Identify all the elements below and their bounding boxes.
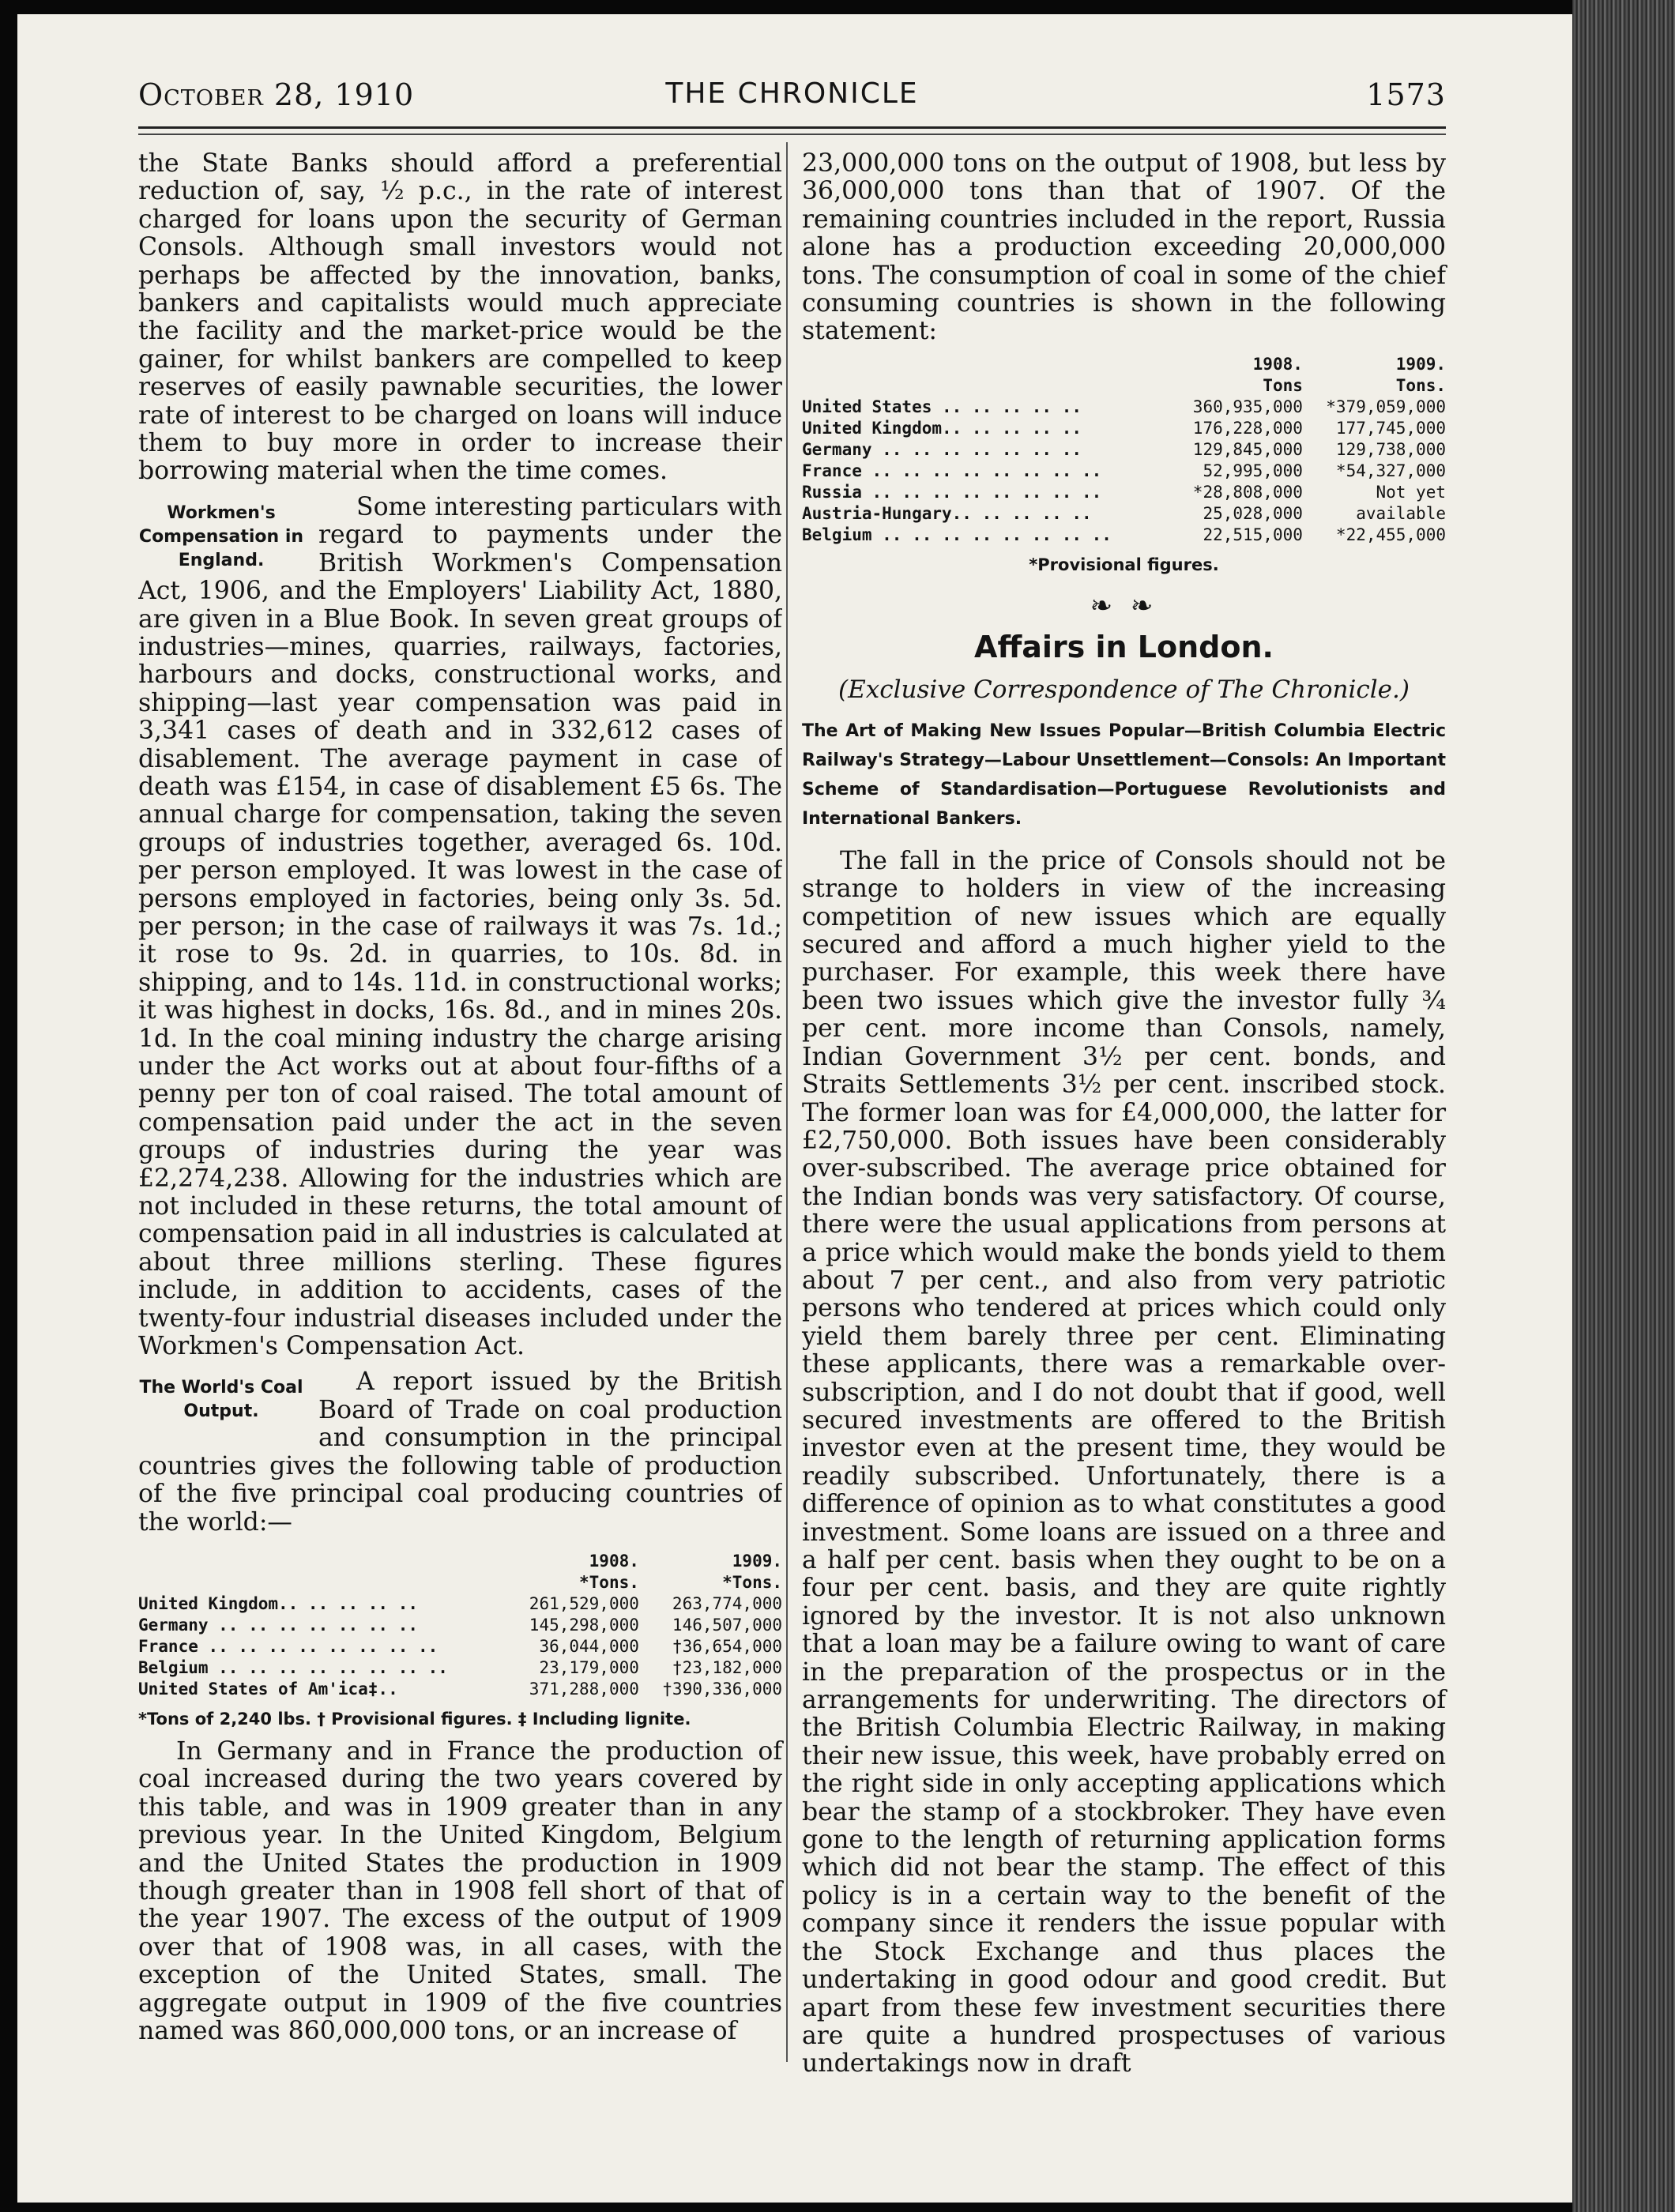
book-edge	[1572, 0, 1675, 2212]
production-table	[138, 1551, 782, 1700]
table-row: United Kingdom.. .. .. .. .. 176,228,000 177,745,000	[802, 418, 1446, 438]
table-row: United Kingdom.. .. .. .. .. 261,529,000 263,774,000	[138, 1593, 782, 1613]
production-table-footnote: *Tons of 2,240 lbs. † Provisional figures. ‡ Including lignite.	[138, 1709, 691, 1729]
column-divider	[786, 142, 788, 2062]
table-row: France .. .. .. .. .. .. .. .. 36,044,000 †36,654,000	[138, 1636, 782, 1656]
consumption-table	[802, 354, 1446, 546]
fleuron-ornament-icon: ❧ ❧	[1090, 589, 1158, 622]
table-row: Russia .. .. .. .. .. .. .. .. *28,808,000 Not yet	[802, 482, 1446, 502]
consumption-table-subheader: Tons Tons.	[1263, 375, 1446, 395]
table-row: Belgium .. .. .. .. .. .. .. .. 22,515,000 *22,455,000	[802, 525, 1446, 544]
coal-section	[138, 1368, 782, 1544]
article-title: Affairs in London.	[974, 629, 1274, 664]
article-byline: (Exclusive Correspondence of The Chronicle.)	[838, 675, 1410, 704]
table-row: United States of Am'ica‡.. 371,288,000 †390,336,000	[138, 1679, 782, 1698]
production-table-subheader: *Tons. *Tons.	[579, 1572, 782, 1592]
continuation-paragraph: 23,000,000 tons on the output of 1908, but less by 36,000,000 tons than that of 1907. Of the remaining countries included in the report, Russia alone has a production exceeding 20,000,000 tons. The consumption of coal in some of the chief consuming countries is shown in the following statement:	[802, 149, 1446, 346]
left-column	[138, 150, 782, 2070]
article-body: The fall in the price of Consols should not be strange to holders in view of the increasing competition of new issues which are equally secured and afford a much higher yield to the purchaser. For example, this week there have been two issues which give the investor fully ¾ per cent. more income than Consols, namely, Indian Government 3½ per cent. bonds, and Straits Settlements 3½ per cent. inscribed stock. The former loan was for £4,000,000, the latter for £2,750,000. Both issues have been considerably over-subscribed. The average price obtained for the Indian bonds was very satisfactory. Of course, there were the usual applications from persons at a price which would make the bonds yield to them about 7 per cent., and also from very patriotic persons who tendered at prices which could only yield them barely three per cent. Eliminating these applicants, there was a remarkable over-subscription, and I do not doubt that if good, well secured investments are offered to the British investor even at the present time, they would be readily subscribed. Unfortunately, there is a difference of opinion as to what constitutes a good investment. Some loans are issued on a three and a half per cent. basis when they ought to be on a four per cent. basis, and they are quite rightly ignored by the investor. It is not also unknown that a loan may be a failure owing to want of care in the preparation of the prospectus or in the arrangements for underwriting. The directors of the British Columbia Electric Railway, in making their new issue, this week, have probably erred on the right side in only accepting applications which bear the stamp of a stockbroker. They have even gone to the length of returning application forms which did not bear the stamp. The effect of this policy is in a certain way to the benefit of the company since it renders the issue popular with the Stock Exchange and thus places the undertaking in good odour and good credit. But apart from these few investment securities there are quite a hundred prospectuses of various undertakings now in draft	[802, 846, 1446, 2078]
table-row: France .. .. .. .. .. .. .. .. 52,995,000 *54,327,000	[802, 461, 1446, 480]
table-row: United States .. .. .. .. .. 360,935,000 *379,059,000	[802, 397, 1446, 416]
table-row: Germany .. .. .. .. .. .. .. 129,845,000 129,738,000	[802, 439, 1446, 459]
intro-paragraph: the State Banks should afford a preferential reduction of, say, ½ p.c., in the rate of interest charged for loans upon the security of German Consols. Although small investors would not perhaps be affected by the innovation, banks, bankers and capitalists would much appreciate the facility and the market-price would be the gainer, for whilst bankers are compelled to keep reserves of easily pawnable securities, the lower rate of interest to be charged on loans will induce them to buy more in order to increase their borrowing material when the time comes.	[138, 149, 782, 486]
table-row: Austria-Hungary.. .. .. .. .. 25,028,000 available	[802, 503, 1446, 523]
page-header	[138, 73, 1446, 120]
table-row: Belgium .. .. .. .. .. .. .. .. 23,179,000 †23,182,000	[138, 1657, 782, 1677]
consumption-table-footnote: *Provisional figures.	[1029, 555, 1219, 574]
coal-side-heading: The World's Coal Output.	[139, 1378, 303, 1422]
table-row: Germany .. .. .. .. .. .. .. 145,298,000 146,507,000	[138, 1615, 782, 1635]
closing-paragraph: In Germany and in France the production of coal increased during the two years covered by this table, and was in 1909 greater than in any previous year. In the United Kingdom, Belgium and the United States the production in 1909 though greater than in 1908 fell short of that of the year 1907. The excess of the output of 1909 over that of 1908 was, in all cases, with the exception of the United States, small. The aggregate output in 1909 of the five countries named was 860,000,000 tons, or an increase of	[138, 1736, 782, 2045]
coal-paragraph: A report issued by the British Board of Trade on coal production and consumption in the principal countries gives the following table of production of the five principal coal producing countries of the world:—	[138, 1368, 782, 1537]
workmen-side-heading: Workmen's Compensation in England.	[138, 502, 304, 570]
consumption-table-header: 1908. 1909.	[1252, 354, 1446, 374]
article-summary: The Art of Making New Issues Popular—British Columbia Electric Railway's Strategy—Labour Unsettlement—Consols: An Important Scheme of Standardisation—Portuguese Revolutionists and International Bankers.	[802, 720, 1446, 829]
header-title: THE CHRONICLE	[665, 77, 919, 110]
workmen-paragraph: Some interesting particulars with regard to payments under the British Workmen's Compensation Act, 1906, and the Employers' Liability Act, 1880, are given in a Blue Book. In seven great groups of industries—mines, quarries, railways, factories, harbours and docks, constructional works, and shipping—last year compensation was paid in 3,341 cases of death and in 332,612 cases of disablement. The average payment in case of death was £154, in case of disablement £5 6s. The annual charge for compensation, taking the seven groups of industries together, averaged 6s. 10d. per person employed. It was lowest in the case of persons employed in factories, being only 3s. 5d. per person; in the case of railways it was 7s. 1d.; it rose to 9s. 2d. in quarries, to 10s. 8d. in shipping, and to 14s. 11d. in constructional works; it was highest in docks, 16s. 8d., and in mines 20s. 1d. In the coal mining industry the charge arising under the Act works out at about four-fifths of a penny per ton of coal raised. The total amount of compensation paid under the act in the seven groups of industries during the year was £2,274,238. Allowing for the industries which are not included in these returns, the total amount of compensation paid in all industries is calculated at about three millions sterling. These figures include, in addition to accidents, cases of the twenty-four industrial diseases included under the Workmen's Compensation Act.	[138, 493, 782, 1361]
workmen-section	[138, 494, 782, 1369]
header-date: October 28, 1910	[138, 77, 415, 112]
production-table-header: 1908. 1909.	[589, 1551, 782, 1571]
header-rule	[138, 126, 1446, 135]
right-column	[802, 149, 1446, 2078]
page-number: 1573	[1366, 77, 1446, 112]
